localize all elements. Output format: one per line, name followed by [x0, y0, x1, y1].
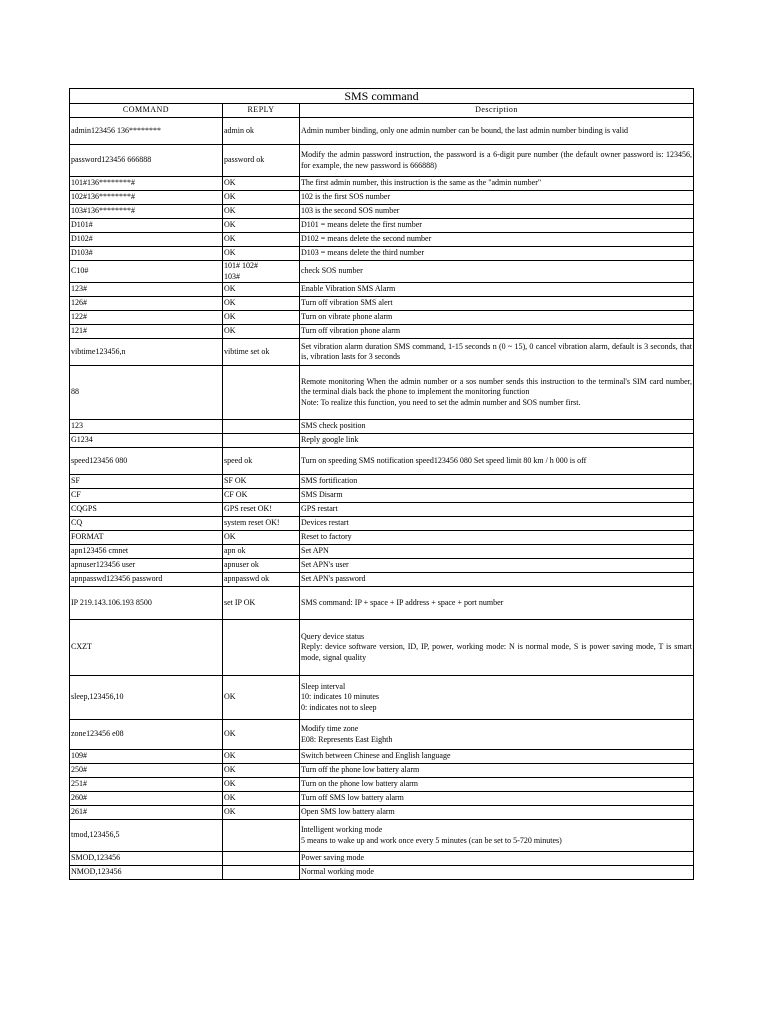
command-cell: 121# — [70, 325, 223, 339]
table-row — [70, 806, 694, 820]
table-row — [70, 366, 694, 420]
command-cell: 126# — [70, 297, 223, 311]
table-row — [70, 247, 694, 261]
command-cell: 109# — [70, 750, 223, 764]
command-cell: 261# — [70, 806, 223, 820]
table-row — [70, 503, 694, 517]
table-row — [70, 434, 694, 448]
reply-cell — [223, 434, 300, 448]
description-cell: D103 = means delete the third number — [300, 247, 694, 261]
reply-cell: apnuser ok — [223, 559, 300, 573]
reply-cell: admin ok — [223, 118, 300, 145]
table-row — [70, 573, 694, 587]
description-cell: Turn off vibration phone alarm — [300, 325, 694, 339]
table-row — [70, 545, 694, 559]
command-cell: speed123456 080 — [70, 448, 223, 475]
table-row — [70, 283, 694, 297]
description-cell: D102 = means delete the second number — [300, 233, 694, 247]
command-cell: 123# — [70, 283, 223, 297]
description-cell: D101 = means delete the first number — [300, 219, 694, 233]
table-row — [70, 866, 694, 880]
description-cell: Turn off the phone low battery alarm — [300, 764, 694, 778]
reply-cell: OK — [223, 233, 300, 247]
reply-cell: OK — [223, 325, 300, 339]
description-cell: Intelligent working mode 5 means to wake up and work once every 5 minutes (can be set to 5-720 minutes) — [300, 820, 694, 852]
description-cell: Open SMS low battery alarm — [300, 806, 694, 820]
reply-cell: OK — [223, 720, 300, 750]
title-row — [70, 89, 694, 104]
reply-header: REPLY — [223, 104, 300, 118]
description-cell: SMS check position — [300, 420, 694, 434]
command-cell: CQGPS — [70, 503, 223, 517]
reply-cell: system reset OK! — [223, 517, 300, 531]
description-cell: SMS command: IP + space + IP address + space + port number — [300, 587, 694, 620]
table-row — [70, 145, 694, 177]
description-cell: Power saving mode — [300, 852, 694, 866]
reply-cell: set IP OK — [223, 587, 300, 620]
table-row — [70, 820, 694, 852]
table-row — [70, 620, 694, 676]
command-cell: CXZT — [70, 620, 223, 676]
command-cell: FORMAT — [70, 531, 223, 545]
description-cell: Reply google link — [300, 434, 694, 448]
description-cell: Admin number binding, only one admin number can be bound, the last admin number binding is valid — [300, 118, 694, 145]
table-row — [70, 219, 694, 233]
table-row — [70, 233, 694, 247]
command-cell: D101# — [70, 219, 223, 233]
table-row — [70, 325, 694, 339]
description-cell: SMS Disarm — [300, 489, 694, 503]
description-cell: 102 is the first SOS number — [300, 191, 694, 205]
reply-cell: OK — [223, 247, 300, 261]
command-cell: SF — [70, 475, 223, 489]
description-cell: Devices restart — [300, 517, 694, 531]
command-cell: sleep,123456,10 — [70, 676, 223, 720]
description-cell: The first admin number, this instruction is the same as the "admin number" — [300, 177, 694, 191]
command-cell: 250# — [70, 764, 223, 778]
header-row — [70, 104, 694, 118]
command-cell: NMOD,123456 — [70, 866, 223, 880]
table-row — [70, 531, 694, 545]
reply-cell: password ok — [223, 145, 300, 177]
reply-cell — [223, 820, 300, 852]
table-title: SMS command — [70, 89, 694, 104]
description-cell: Turn off vibration SMS alert — [300, 297, 694, 311]
reply-cell: OK — [223, 792, 300, 806]
reply-cell: CF OK — [223, 489, 300, 503]
reply-cell: GPS reset OK! — [223, 503, 300, 517]
description-cell: Modify the admin password instruction, the password is a 6-digit pure number (the default owner password is: 123456, for example, the new password is 666888) — [300, 145, 694, 177]
description-cell: Remote monitoring When the admin number or a sos number sends this instruction to the terminal's SIM card number, the terminal dials back the phone to implement the monitoring function Note: To realize this function, you need to set the admin number and SOS number first. — [300, 366, 694, 420]
reply-cell: OK — [223, 764, 300, 778]
command-cell: vibtime123456,n — [70, 339, 223, 366]
command-cell: 101#136********# — [70, 177, 223, 191]
command-cell: 251# — [70, 778, 223, 792]
command-cell: tmod,123456,5 — [70, 820, 223, 852]
command-cell: D102# — [70, 233, 223, 247]
table-row — [70, 297, 694, 311]
reply-cell: 101# 102# 103# — [223, 261, 300, 283]
description-cell: Modify time zone E08: Represents East Eighth — [300, 720, 694, 750]
description-cell: check SOS number — [300, 261, 694, 283]
reply-cell: OK — [223, 311, 300, 325]
command-cell: zone123456 e08 — [70, 720, 223, 750]
table-row — [70, 191, 694, 205]
command-cell: 102#136********# — [70, 191, 223, 205]
table-row — [70, 720, 694, 750]
table-row — [70, 118, 694, 145]
table-row — [70, 764, 694, 778]
description-cell: Turn on vibrate phone alarm — [300, 311, 694, 325]
description-cell: Set vibration alarm duration SMS command, 1-15 seconds n (0 ~ 15), 0 cancel vibration alarm, default is 3 seconds, that is, vibration lasts for 3 seconds — [300, 339, 694, 366]
table-row — [70, 261, 694, 283]
reply-cell: OK — [223, 297, 300, 311]
reply-cell: apnpasswd ok — [223, 573, 300, 587]
table-row — [70, 792, 694, 806]
reply-cell: OK — [223, 676, 300, 720]
command-cell: 123 — [70, 420, 223, 434]
reply-cell: OK — [223, 177, 300, 191]
table-body — [70, 118, 694, 880]
reply-cell: SF OK — [223, 475, 300, 489]
command-cell: 88 — [70, 366, 223, 420]
table-row — [70, 205, 694, 219]
description-cell: Enable Vibration SMS Alarm — [300, 283, 694, 297]
sms-command-table — [69, 88, 694, 880]
reply-cell: OK — [223, 778, 300, 792]
command-header: COMMAND — [70, 104, 223, 118]
command-cell: CF — [70, 489, 223, 503]
table-row — [70, 448, 694, 475]
description-cell: Normal working mode — [300, 866, 694, 880]
reply-cell: apn ok — [223, 545, 300, 559]
reply-cell: OK — [223, 205, 300, 219]
description-cell: Turn off SMS low battery alarm — [300, 792, 694, 806]
table-row — [70, 778, 694, 792]
table-row — [70, 852, 694, 866]
reply-cell: OK — [223, 191, 300, 205]
command-cell: G1234 — [70, 434, 223, 448]
reply-cell: OK — [223, 531, 300, 545]
reply-cell — [223, 620, 300, 676]
command-cell: 122# — [70, 311, 223, 325]
command-cell: SMOD,123456 — [70, 852, 223, 866]
reply-cell: OK — [223, 806, 300, 820]
description-cell: GPS restart — [300, 503, 694, 517]
reply-cell — [223, 866, 300, 880]
command-cell: 260# — [70, 792, 223, 806]
command-cell: C10# — [70, 261, 223, 283]
reply-cell: OK — [223, 219, 300, 233]
table-row — [70, 311, 694, 325]
reply-cell — [223, 420, 300, 434]
command-cell: 103#136********# — [70, 205, 223, 219]
command-cell: IP 219.143.106.193 8500 — [70, 587, 223, 620]
description-cell: SMS fortification — [300, 475, 694, 489]
description-cell: 103 is the second SOS number — [300, 205, 694, 219]
table-row — [70, 676, 694, 720]
reply-cell: vibtime set ok — [223, 339, 300, 366]
command-cell: password123456 666888 — [70, 145, 223, 177]
description-cell: Set APN's password — [300, 573, 694, 587]
table-row — [70, 517, 694, 531]
reply-cell: OK — [223, 750, 300, 764]
description-header: Description — [300, 104, 694, 118]
description-cell: Switch between Chinese and English language — [300, 750, 694, 764]
description-cell: Set APN — [300, 545, 694, 559]
table-row — [70, 339, 694, 366]
command-cell: D103# — [70, 247, 223, 261]
description-cell: Set APN's user — [300, 559, 694, 573]
table-row — [70, 750, 694, 764]
command-cell: admin123456 136******** — [70, 118, 223, 145]
command-cell: apnuser123456 user — [70, 559, 223, 573]
reply-cell — [223, 852, 300, 866]
description-cell: Turn on speeding SMS notification speed123456 080 Set speed limit 80 km / h 000 is off — [300, 448, 694, 475]
table-row — [70, 587, 694, 620]
description-cell: Sleep interval 10: indicates 10 minutes 0: indicates not to sleep — [300, 676, 694, 720]
command-cell: apn123456 cmnet — [70, 545, 223, 559]
reply-cell: speed ok — [223, 448, 300, 475]
table-row — [70, 177, 694, 191]
table-row — [70, 475, 694, 489]
reply-cell: OK — [223, 283, 300, 297]
reply-cell — [223, 366, 300, 420]
description-cell: Query device status Reply: device software version, ID, IP, power, working mode: N is normal mode, S is power saving mode, T is smart mode, signal quality — [300, 620, 694, 676]
description-cell: Reset to factory — [300, 531, 694, 545]
command-cell: apnpasswd123456 password — [70, 573, 223, 587]
table-row — [70, 489, 694, 503]
table-row — [70, 559, 694, 573]
command-cell: CQ — [70, 517, 223, 531]
description-cell: Turn on the phone low battery alarm — [300, 778, 694, 792]
table-row — [70, 420, 694, 434]
